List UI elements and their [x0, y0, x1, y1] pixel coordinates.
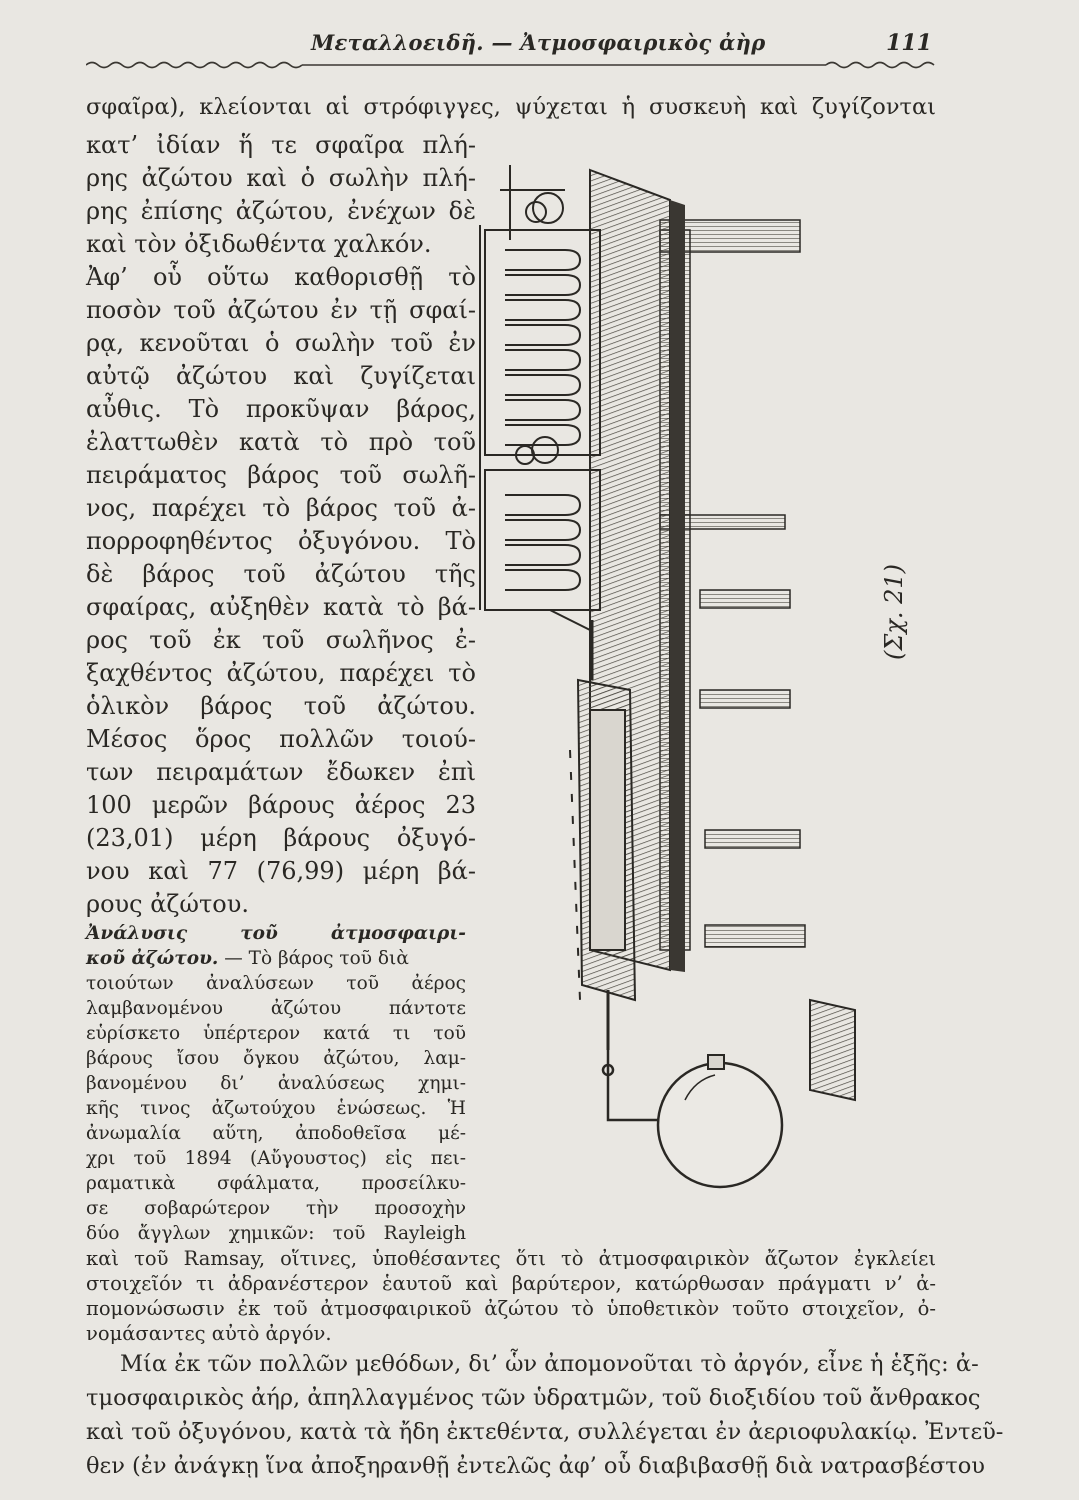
text-line-small: σε σοβαρώτερον τὴν προσοχὴν — [86, 1198, 466, 1219]
text-line: καὶ τὸν ὀξιδωθέντα χαλκόν. — [86, 230, 432, 258]
text-line: ποσὸν τοῦ ἀζώτου ἐν τῇ σφαί- — [86, 296, 476, 324]
text-line-small: ἀνωμαλία αὕτη, ἀποδοθεῖσα μέ- — [86, 1123, 466, 1144]
text-line: 100 μερῶν βάρους ἀέρος 23 — [86, 791, 476, 819]
subsection-title-text: Ἀνάλυσις τοῦ ἀτμοσφαιρι- — [86, 923, 466, 944]
text-line-small: εὑρίσκετο ὑπέρτερον κατά τι τοῦ — [86, 1023, 466, 1044]
subsection-title — [86, 923, 466, 945]
text-line-small — [86, 948, 409, 970]
apparatus-figure — [470, 150, 870, 1220]
text-line-small: τοιούτων ἀναλύσεων τοῦ ἀέρος — [86, 973, 466, 994]
text-line-small: χρι τοῦ 1894 (Αὔγουστος) εἰς πει- — [86, 1148, 466, 1169]
text-line-small: ραματικὰ σφάλματα, προσείλκυ- — [86, 1173, 466, 1194]
text-line: ξαχθέντος ἀζώτου, παρέχει τὸ — [86, 659, 476, 687]
text-line-small: δύο ἄγγλων χημικῶν: τοῦ Rayleigh — [86, 1223, 466, 1244]
text-line: ρος τοῦ ἐκ τοῦ σωλῆνος ἐ- — [86, 626, 476, 654]
text-line: σφαῖρα), κλείονται αἱ στρόφιγγες, ψύχεται ἡ συσκευὴ καὶ ζυγίζονται — [86, 94, 936, 120]
subsection-title-text-2: κοῦ ἀζώτου. — [86, 948, 219, 969]
text-line: πειράματος βάρος τοῦ σωλῆ- — [86, 461, 476, 489]
text-line-small: βανομένου δι’ ἀναλύσεως χημι- — [86, 1073, 466, 1094]
text-line: πορροφηθέντος ὀξυγόνου. Τὸ — [86, 527, 476, 555]
page-header — [86, 26, 934, 60]
text-line: νου καὶ 77 (76,99) μέρη βά- — [86, 857, 476, 885]
text-line: θεν (ἐν ἀνάγκῃ ἵνα ἀποξηρανθῇ ἐντελῶς ἀφ’ οὗ διαβιβασθῇ διὰ νατρασβέστου — [86, 1453, 985, 1479]
text-line: των πειραμάτων ἔδωκεν ἐπὶ — [86, 758, 476, 786]
text-line: (23,01) μέρη βάρους ὀξυγό- — [86, 824, 476, 852]
text-line: ρης ἀζώτου καὶ ὁ σωλὴν πλή- — [86, 164, 476, 192]
upper-tube-rack — [480, 165, 600, 460]
header-rule — [86, 58, 936, 72]
connecting-tube — [603, 1050, 663, 1120]
text-line: ἐλαττωθὲν κατὰ τὸ πρὸ τοῦ — [86, 428, 476, 456]
text-line: Ἀφ’ οὗ οὕτω καθορισθῇ τὸ — [86, 263, 476, 291]
text-line-small: βάρους ἴσου ὄγκου ἀζώτου, λαμ- — [86, 1048, 466, 1069]
text-line: κατ’ ἰδίαν ἥ τε σφαῖρα πλή- — [86, 131, 476, 159]
text-line: καὶ τοῦ ὀξυγόνου, κατὰ τὰ ἤδη ἐκτεθέντα, συλλέγεται ἐν ἀεριοφυλακίῳ. Ἐντεῦ- — [86, 1419, 1004, 1445]
text-line-small: καὶ τοῦ Ramsay, οἵτινες, ὑποθέσαντες ὅτι τὸ ἀτμοσφαιρικὸν ἄζωτον ἐγκλείει — [86, 1247, 936, 1270]
text-line: Μία ἐκ τῶν πολλῶν μεθόδων, δι’ ὧν ἀπομονοῦται τὸ ἀργόν, εἶνε ἡ ἑξῆς: ἀ- — [120, 1351, 979, 1377]
text-line: αὐτῷ ἀζώτου καὶ ζυγίζεται — [86, 362, 476, 390]
page-number: 111 — [886, 30, 932, 56]
text-line-small: πομονώσωσιν ἐκ τοῦ ἀτμοσφαιρικοῦ ἀζώτου τὸ ὑποθετικὸν τοῦτο στοιχεῖον, ὀ- — [86, 1297, 936, 1320]
subsection-text: — Τὸ βάρος τοῦ διὰ — [218, 948, 409, 969]
figure-caption: (Σχ. 21) — [880, 563, 908, 660]
lower-tube-rack — [480, 437, 600, 630]
text-line: ρᾳ, κενοῦται ὁ σωλὴν τοῦ ἐν — [86, 329, 476, 357]
text-line: δὲ βάρος τοῦ ἀζώτου τῆς — [86, 560, 476, 588]
text-line-small: στοιχεῖόν τι ἀδρανέστερον ἑαυτοῦ καὶ βαρύτερον, κατώρθωσαν πράγματι ν’ ἀ- — [86, 1272, 936, 1295]
text-line-small: λαμβανομένου ἀζώτου πάντοτε — [86, 998, 466, 1019]
text-line: τμοσφαιρικὸς ἀήρ, ἀπηλλαγμένος τῶν ὑδρατμῶν, τοῦ διοξιδίου τοῦ ἄνθρακος — [86, 1385, 981, 1411]
text-line: σφαίρας, αὐξηθὲν κατὰ τὸ βά- — [86, 593, 476, 621]
text-line-small: κῆς τινος ἀζωτούχου ἑνώσεως. Ἡ — [86, 1098, 466, 1119]
running-title: Μεταλλοειδῆ. — Ἀτμοσφαιρικὸς ἀὴρ — [311, 30, 766, 55]
text-line: ὁλικὸν βάρος τοῦ ἀζώτου. — [86, 692, 476, 720]
text-line-small: νομάσαντες αὐτὸ ἀργόν. — [86, 1322, 332, 1345]
text-line: αὖθις. Τὸ προκῦψαν βάρος, — [86, 395, 476, 423]
text-line: νος, παρέχει τὸ βάρος τοῦ ἀ- — [86, 494, 476, 522]
glass-globe — [658, 1000, 855, 1187]
text-line: ρης ἐπίσης ἀζώτου, ἐνέχων δὲ — [86, 197, 476, 225]
text-line: ρους ἀζώτου. — [86, 890, 249, 918]
text-line: Μέσος ὅρος πολλῶν τοιού- — [86, 725, 476, 753]
